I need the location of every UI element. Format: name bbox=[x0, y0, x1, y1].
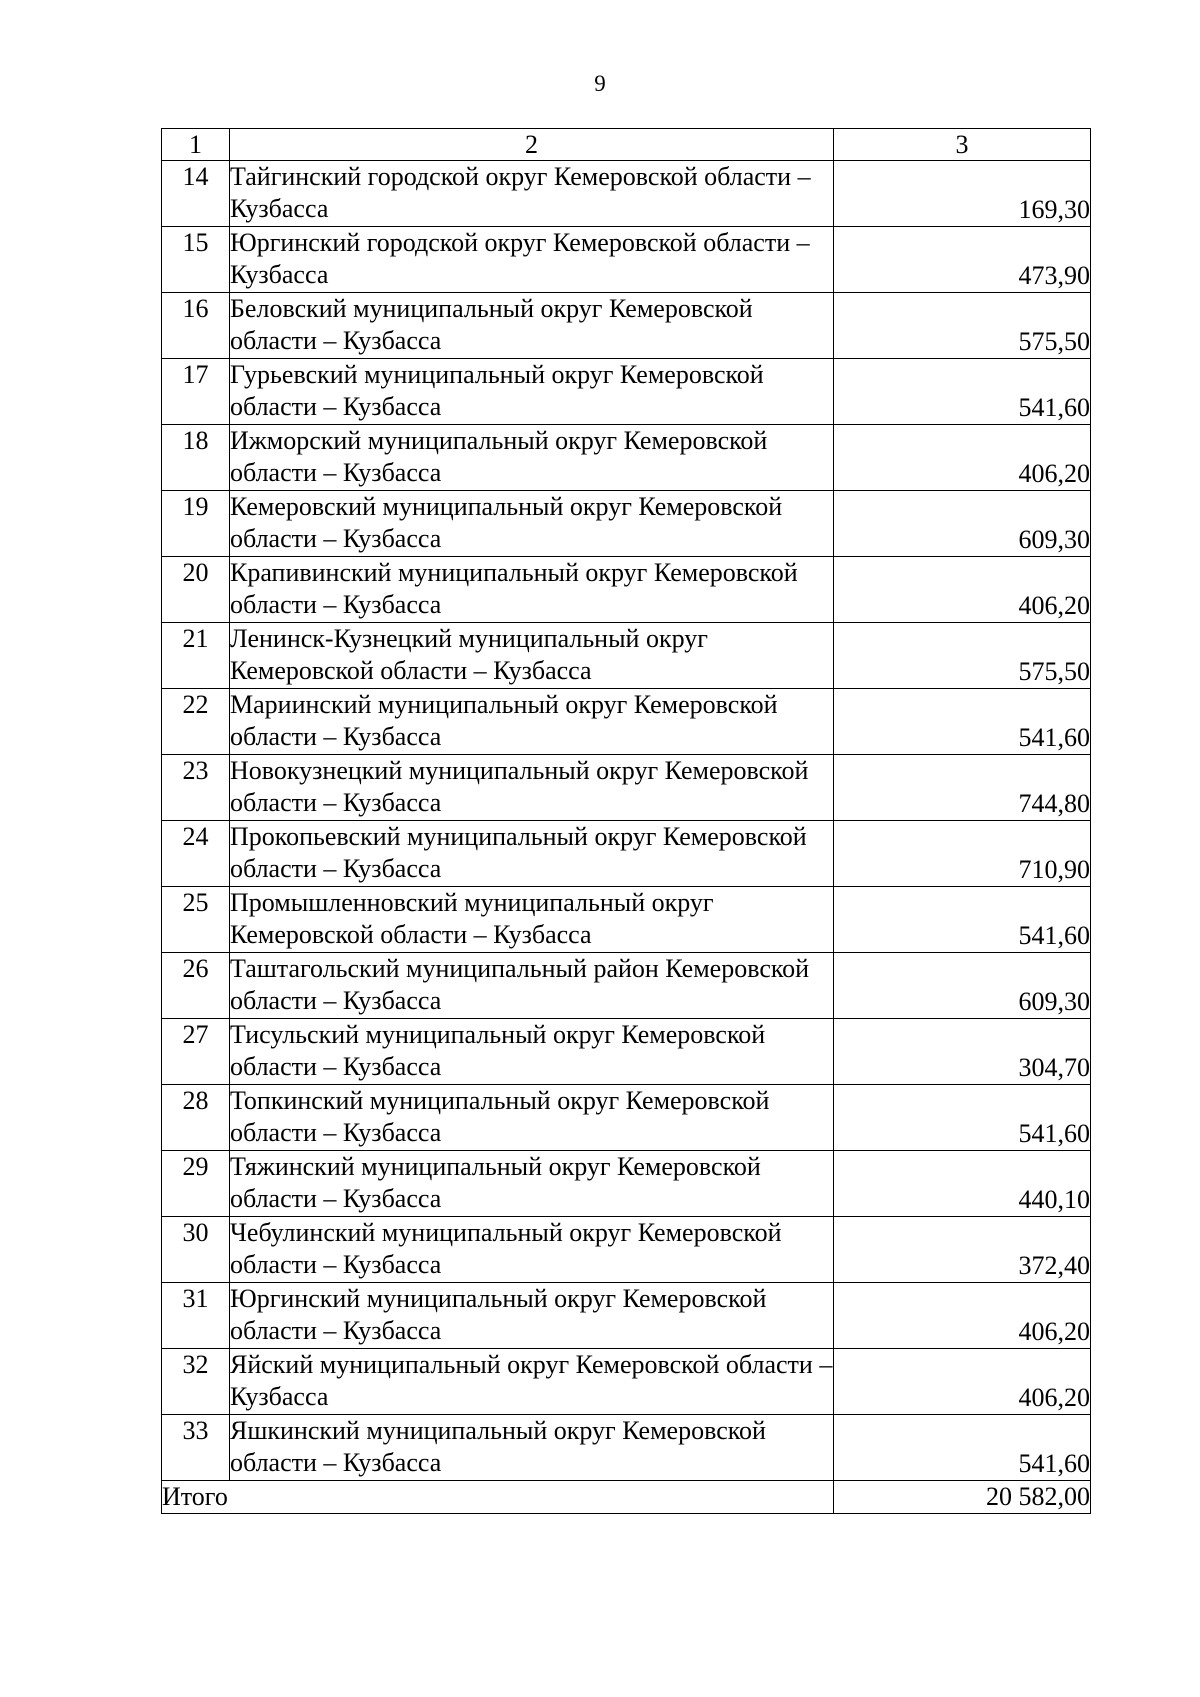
allocation-value: 575,50 bbox=[834, 293, 1091, 359]
municipality-name: Ленинск-Кузнецкий муниципальный округ Кемеровской области – Кузбасса bbox=[230, 623, 834, 689]
row-number: 31 bbox=[162, 1283, 230, 1349]
row-number: 26 bbox=[162, 953, 230, 1019]
allocation-value: 406,20 bbox=[834, 1349, 1091, 1415]
row-number: 16 bbox=[162, 293, 230, 359]
total-row bbox=[162, 1481, 1091, 1514]
municipality-name: Яшкинский муниципальный округ Кемеровской области – Кузбасса bbox=[230, 1415, 834, 1481]
row-number: 25 bbox=[162, 887, 230, 953]
table-row bbox=[162, 1019, 1091, 1085]
allocation-value: 372,40 bbox=[834, 1217, 1091, 1283]
allocation-value: 406,20 bbox=[834, 557, 1091, 623]
row-number: 18 bbox=[162, 425, 230, 491]
row-number: 21 bbox=[162, 623, 230, 689]
allocation-value: 744,80 bbox=[834, 755, 1091, 821]
allocation-value: 406,20 bbox=[834, 425, 1091, 491]
column-header-3: 3 bbox=[834, 129, 1091, 161]
table-row bbox=[162, 1415, 1091, 1481]
table-row bbox=[162, 425, 1091, 491]
table-row bbox=[162, 821, 1091, 887]
allocation-value: 541,60 bbox=[834, 359, 1091, 425]
column-header-1: 1 bbox=[162, 129, 230, 161]
row-number: 22 bbox=[162, 689, 230, 755]
table-row bbox=[162, 293, 1091, 359]
allocation-value: 541,60 bbox=[834, 689, 1091, 755]
table-row bbox=[162, 227, 1091, 293]
allocation-value: 440,10 bbox=[834, 1151, 1091, 1217]
table-row bbox=[162, 1217, 1091, 1283]
municipality-name: Юргинский муниципальный округ Кемеровской области – Кузбасса bbox=[230, 1283, 834, 1349]
municipality-name: Беловский муниципальный округ Кемеровской области – Кузбасса bbox=[230, 293, 834, 359]
table-row bbox=[162, 1349, 1091, 1415]
municipality-name: Новокузнецкий муниципальный округ Кемеровской области – Кузбасса bbox=[230, 755, 834, 821]
allocation-value: 473,90 bbox=[834, 227, 1091, 293]
row-number: 19 bbox=[162, 491, 230, 557]
row-number: 28 bbox=[162, 1085, 230, 1151]
allocation-value: 541,60 bbox=[834, 1085, 1091, 1151]
table-row bbox=[162, 359, 1091, 425]
municipality-name: Яйский муниципальный округ Кемеровской области – Кузбасса bbox=[230, 1349, 834, 1415]
allocation-value: 575,50 bbox=[834, 623, 1091, 689]
table-row bbox=[162, 491, 1091, 557]
table-row bbox=[162, 755, 1091, 821]
allocation-value: 541,60 bbox=[834, 1415, 1091, 1481]
row-number: 33 bbox=[162, 1415, 230, 1481]
column-header-2: 2 bbox=[230, 129, 834, 161]
allocation-value: 609,30 bbox=[834, 491, 1091, 557]
municipality-name: Чебулинский муниципальный округ Кемеровской области – Кузбасса bbox=[230, 1217, 834, 1283]
municipality-name: Кемеровский муниципальный округ Кемеровской области – Кузбасса bbox=[230, 491, 834, 557]
municipality-name: Мариинский муниципальный округ Кемеровской области – Кузбасса bbox=[230, 689, 834, 755]
municipality-name: Тисульский муниципальный округ Кемеровской области – Кузбасса bbox=[230, 1019, 834, 1085]
row-number: 20 bbox=[162, 557, 230, 623]
table-row bbox=[162, 887, 1091, 953]
municipality-name: Ижморский муниципальный округ Кемеровской области – Кузбасса bbox=[230, 425, 834, 491]
municipality-name: Крапивинский муниципальный округ Кемеровской области – Кузбасса bbox=[230, 557, 834, 623]
table-row bbox=[162, 1085, 1091, 1151]
row-number: 29 bbox=[162, 1151, 230, 1217]
municipality-name: Тяжинский муниципальный округ Кемеровской области – Кузбасса bbox=[230, 1151, 834, 1217]
allocation-value: 406,20 bbox=[834, 1283, 1091, 1349]
page-number: 9 bbox=[594, 71, 606, 96]
row-number: 14 bbox=[162, 161, 230, 227]
municipality-name: Прокопьевский муниципальный округ Кемеровской области – Кузбасса bbox=[230, 821, 834, 887]
allocation-value: 304,70 bbox=[834, 1019, 1091, 1085]
allocation-value: 541,60 bbox=[834, 887, 1091, 953]
municipality-name: Промышленновский муниципальный округ Кемеровской области – Кузбасса bbox=[230, 887, 834, 953]
municipality-name: Топкинский муниципальный округ Кемеровской области – Кузбасса bbox=[230, 1085, 834, 1151]
table-row bbox=[162, 161, 1091, 227]
total-value: 20 582,00 bbox=[834, 1481, 1091, 1514]
allocation-value: 710,90 bbox=[834, 821, 1091, 887]
row-number: 24 bbox=[162, 821, 230, 887]
table-row bbox=[162, 1283, 1091, 1349]
table-row bbox=[162, 953, 1091, 1019]
municipality-name: Юргинский городской округ Кемеровской области – Кузбасса bbox=[230, 227, 834, 293]
row-number: 30 bbox=[162, 1217, 230, 1283]
row-number: 27 bbox=[162, 1019, 230, 1085]
table-header-row bbox=[162, 129, 1091, 161]
municipality-name: Таштагольский муниципальный район Кемеровской области – Кузбасса bbox=[230, 953, 834, 1019]
municipality-name: Тайгинский городской округ Кемеровской области – Кузбасса bbox=[230, 161, 834, 227]
table-row bbox=[162, 689, 1091, 755]
row-number: 23 bbox=[162, 755, 230, 821]
row-number: 17 bbox=[162, 359, 230, 425]
allocation-value: 169,30 bbox=[834, 161, 1091, 227]
row-number: 32 bbox=[162, 1349, 230, 1415]
total-label: Итого bbox=[162, 1481, 834, 1514]
municipality-name: Гурьевский муниципальный округ Кемеровской области – Кузбасса bbox=[230, 359, 834, 425]
table-row bbox=[162, 1151, 1091, 1217]
table-row bbox=[162, 623, 1091, 689]
row-number: 15 bbox=[162, 227, 230, 293]
table-row bbox=[162, 557, 1091, 623]
allocation-value: 609,30 bbox=[834, 953, 1091, 1019]
allocation-table bbox=[161, 128, 1091, 1514]
